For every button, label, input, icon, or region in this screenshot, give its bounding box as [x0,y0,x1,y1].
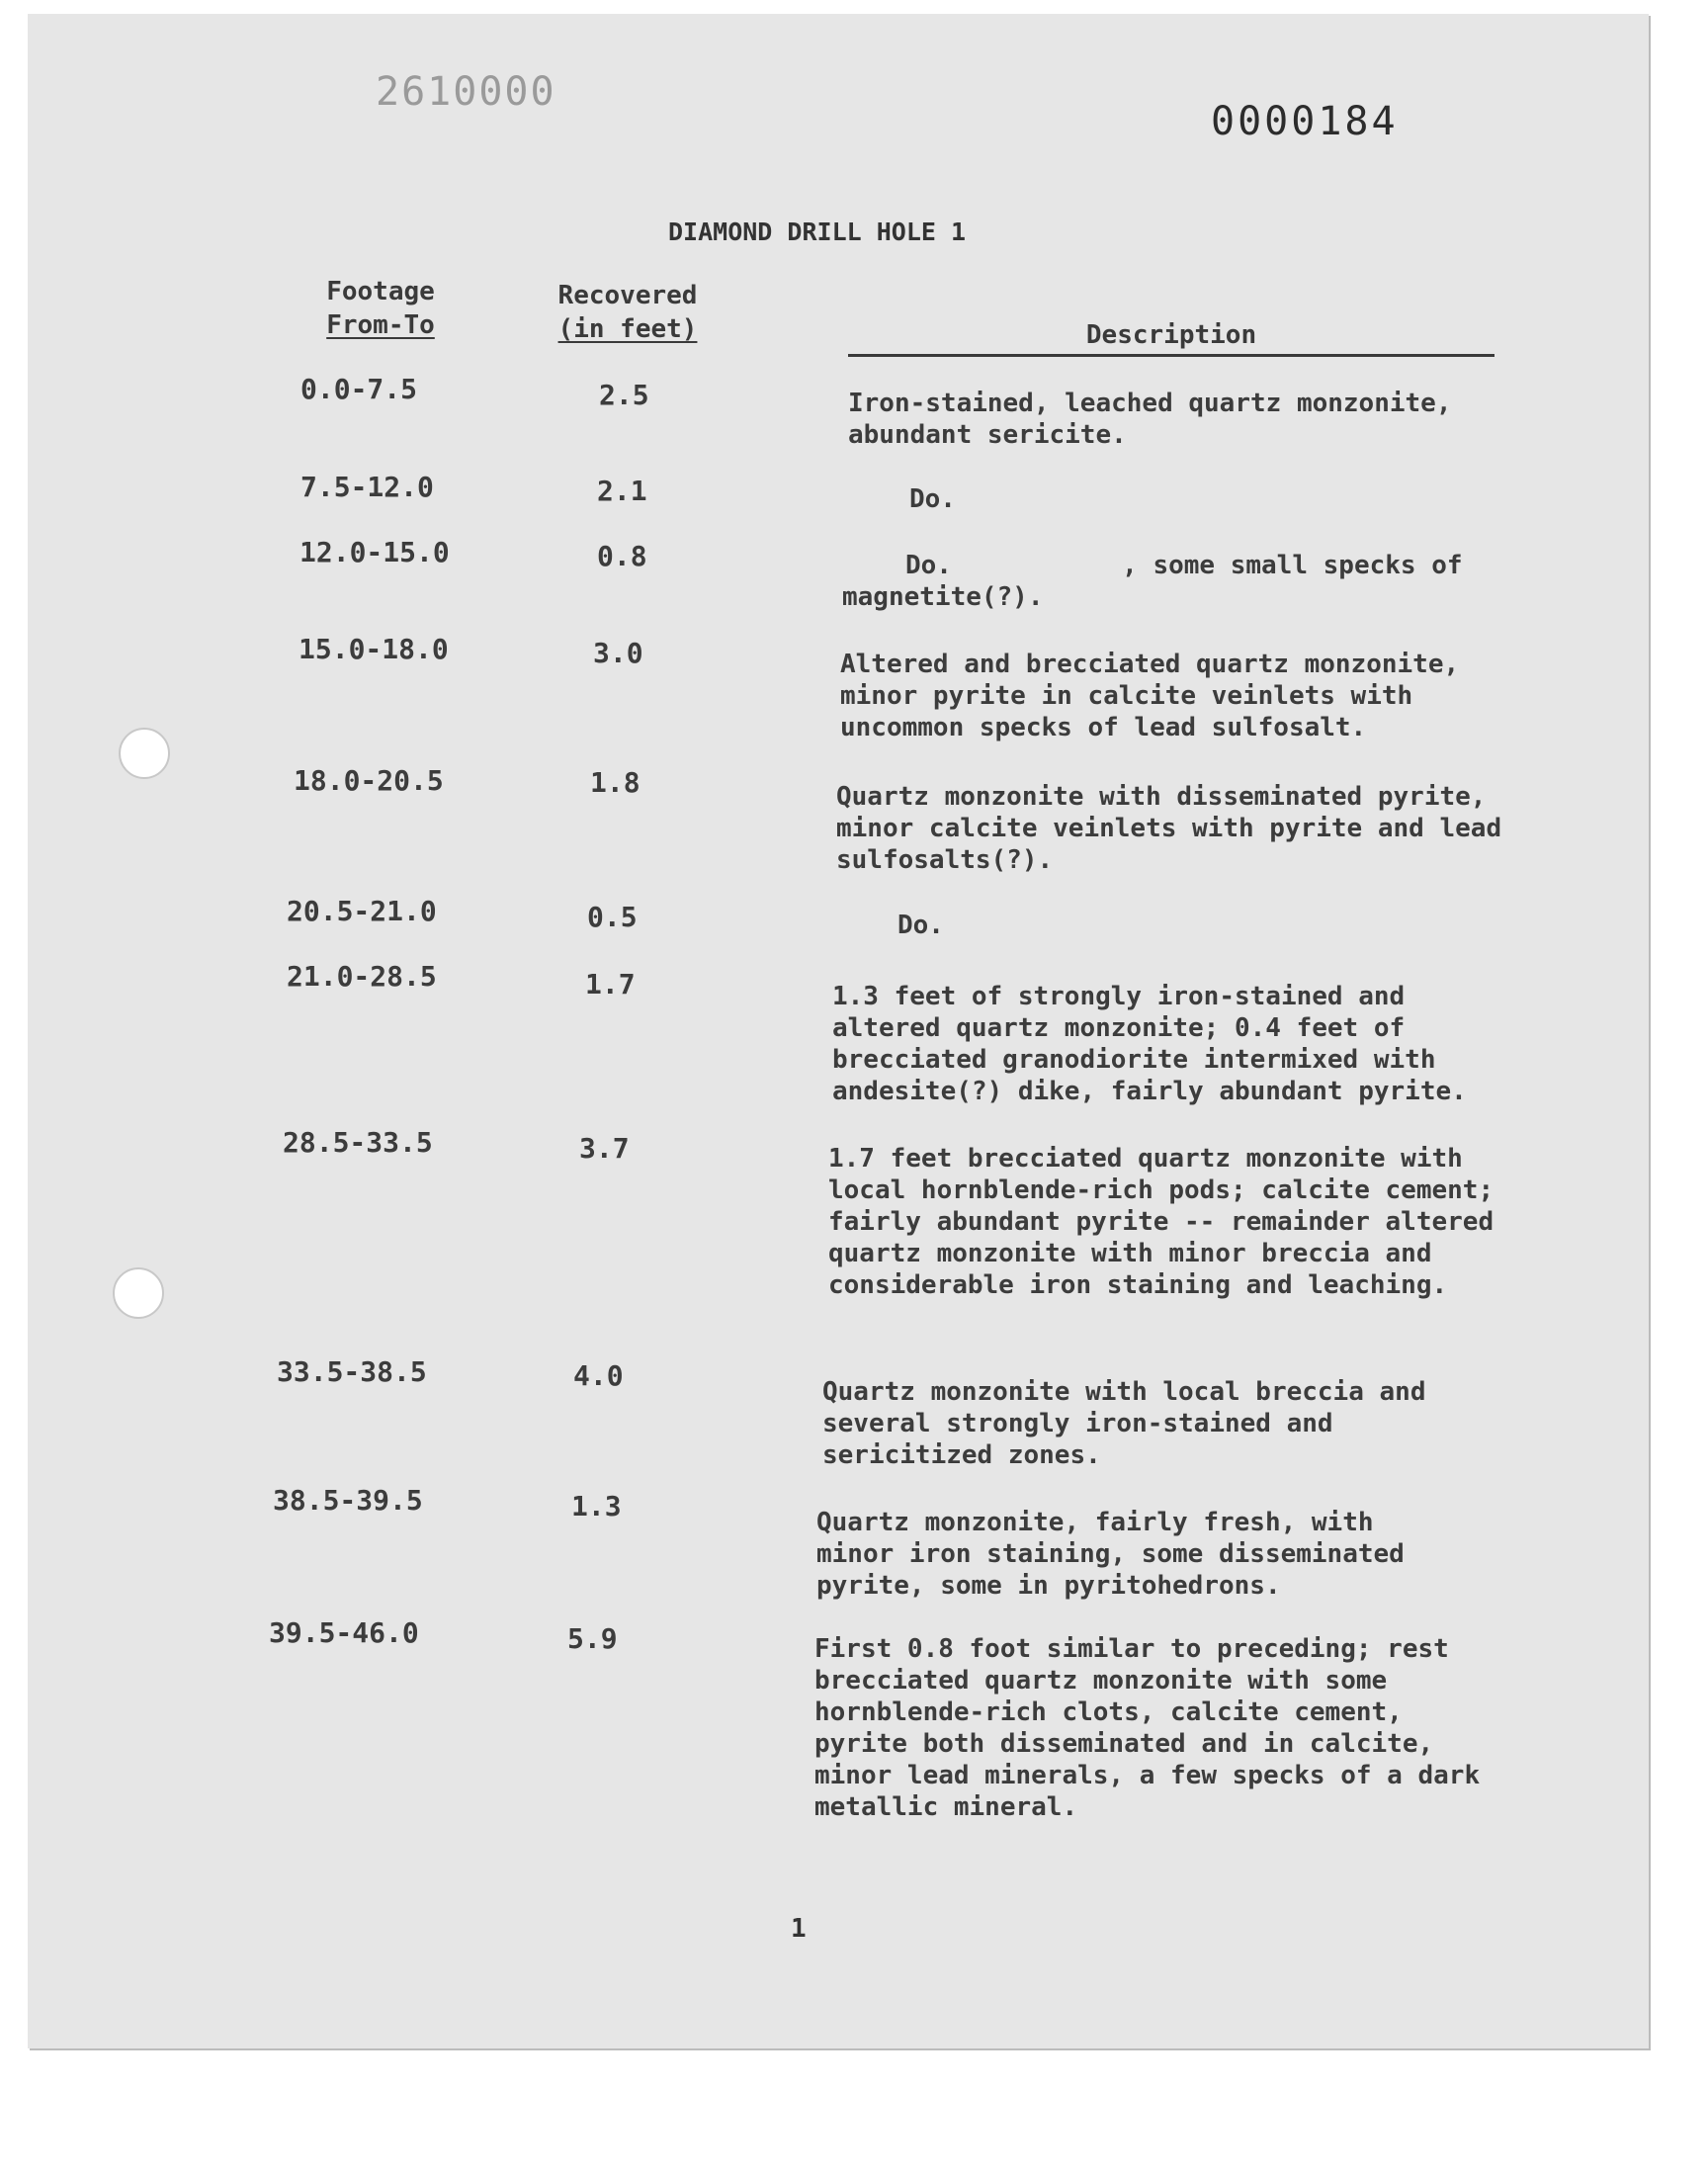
footage-header [306,275,455,342]
footage-cell: 20.5-21.0 [287,895,437,927]
recovered-cell: 4.0 [573,1359,624,1392]
description-cell: Do. [909,484,956,514]
description-cell: Quartz monzonite, fairly fresh, with minor iron staining, some disseminated pyrite, some in pyritohedrons. [816,1508,1405,1601]
description-cell: Iron-stained, leached quartz monzonite, abundant sericite. [848,389,1452,450]
footage-cell: 15.0-18.0 [299,633,449,665]
footage-cell: 12.0-15.0 [299,536,450,568]
punch-hole-top [119,728,170,779]
recovered-cell: 2.1 [597,475,647,507]
recovered-header-line2: (in feet) [557,314,698,344]
recovered-cell: 0.8 [597,540,647,572]
recovered-cell: 0.5 [587,901,638,933]
description-cell: Do. [897,911,944,940]
document-serial-number: 0000184 [1211,99,1399,144]
recovered-cell: 5.9 [567,1622,618,1655]
recovered-cell: 1.7 [585,968,636,1000]
footage-header-line2: From-To [326,310,435,340]
recovered-cell: 2.5 [599,379,649,411]
footage-cell: 18.0-20.5 [294,764,444,797]
recovered-header [534,279,722,346]
footage-cell: 38.5-39.5 [273,1484,423,1517]
recovered-cell: 1.8 [590,766,640,799]
footage-cell: 39.5-46.0 [269,1616,419,1649]
description-cell: 1.3 feet of strongly iron-stained and altered quartz monzonite; 0.4 feet of brecciated granodiorite intermixed with andesite(?) dike, fairly abundant pyrite. [832,982,1467,1106]
recovered-header-line1: Recovered [557,281,698,310]
footage-cell: 21.0-28.5 [287,960,437,993]
recovered-cell: 3.7 [579,1132,630,1165]
faint-document-code: 2610000 [376,69,556,115]
footage-header-line1: Footage [326,277,435,306]
recovered-cell: 3.0 [593,637,643,669]
page-number: 1 [791,1914,807,1944]
footage-cell: 7.5-12.0 [300,471,434,503]
recovered-cell: 1.3 [571,1490,622,1522]
description-cell: 1.7 feet brecciated quartz monzonite with local hornblende-rich pods; calcite cement; fairly abundant pyrite -- remainder altered quartz monzonite with minor breccia and considerable iron staining and leaching. [828,1144,1494,1300]
description-cell: Quartz monzonite with local breccia and several strongly iron-stained and sericitized zones. [822,1377,1426,1470]
footage-cell: 33.5-38.5 [277,1355,427,1388]
footage-cell: 0.0-7.5 [300,373,418,405]
description-cell: First 0.8 foot similar to preceding; rest brecciated quartz monzonite with some hornblende-rich clots, calcite cement, pyrite both disseminated and in calcite, minor lead minerals, a few specks of a dark metallic mineral. [814,1634,1481,1822]
punch-hole-bottom [113,1267,164,1319]
page-title: DIAMOND DRILL HOLE 1 [668,218,967,246]
description-header: Description [848,320,1494,357]
description-cell: Quartz monzonite with disseminated pyrite, minor calcite veinlets with pyrite and lead sulfosalts(?). [836,782,1502,875]
description-text: Do. , some small specks of magnetite(?). [842,551,1479,612]
description-cell: Altered and brecciated quartz monzonite, minor pyrite in calcite veinlets with uncommon specks of lead sulfosalt. [840,650,1460,742]
description-cell [842,550,1504,613]
footage-cell: 28.5-33.5 [283,1126,433,1159]
